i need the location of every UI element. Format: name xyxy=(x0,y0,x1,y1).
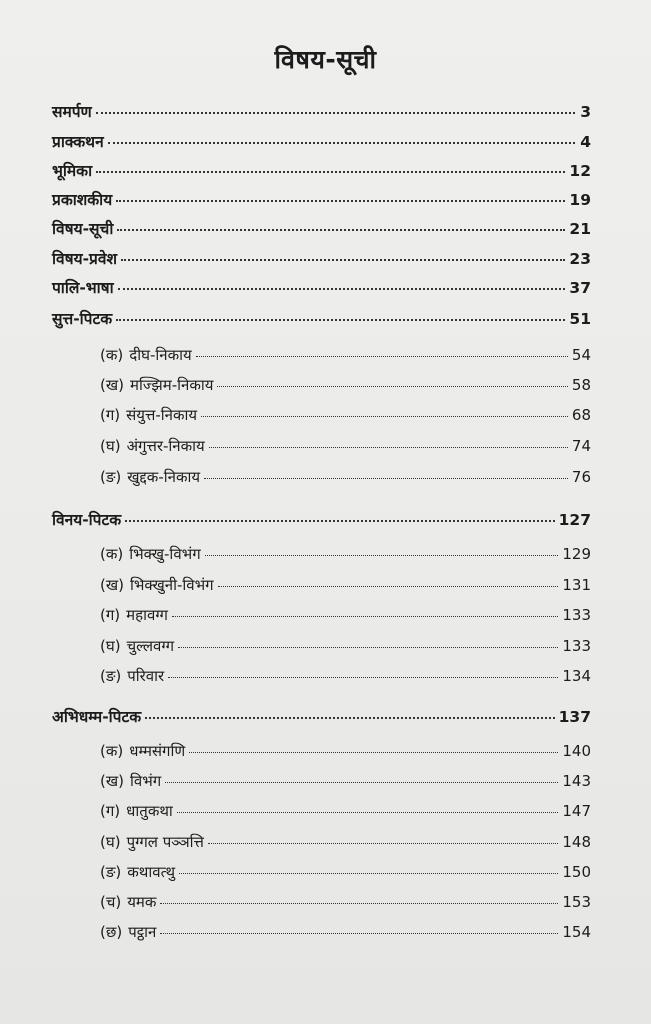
dot-leader xyxy=(172,616,558,617)
subentry-marker: (ङ) xyxy=(100,863,122,881)
toc-subentry xyxy=(100,345,591,365)
subentry-page: 76 xyxy=(571,468,591,486)
dot-leader xyxy=(209,447,568,448)
dot-leader xyxy=(177,812,559,813)
subentry-label: भिक्खु-विभंग xyxy=(129,545,201,563)
toc-subentry xyxy=(100,405,591,425)
subentry-marker: (घ) xyxy=(100,637,121,655)
subentry-marker: (ग) xyxy=(100,802,121,820)
subentry-marker: (ख) xyxy=(100,376,124,394)
subentry-page: 148 xyxy=(562,833,591,851)
subentry-label: विभंग xyxy=(129,772,162,790)
toc-entry xyxy=(52,247,591,269)
toc-entry xyxy=(52,307,591,329)
toc-entry xyxy=(52,159,591,181)
dot-leader xyxy=(179,873,558,874)
subentry-label: यमक xyxy=(127,893,157,911)
dot-leader xyxy=(201,416,568,417)
dot-leader xyxy=(178,647,558,648)
subentry-page: 74 xyxy=(571,437,591,455)
subentry-label: महावग्ग xyxy=(126,606,168,624)
subentry-page: 140 xyxy=(562,742,591,760)
subentry-label: पट्ठान xyxy=(128,923,157,941)
subentry-marker: (घ) xyxy=(100,437,121,455)
toc-subentry xyxy=(100,832,591,852)
subentry-marker: (क) xyxy=(100,545,124,563)
dot-leader xyxy=(96,171,565,173)
toc-entry-label: प्राक्कथन xyxy=(52,133,104,151)
toc-subentry xyxy=(100,436,591,456)
dot-leader xyxy=(204,478,568,479)
toc-entry-page: 21 xyxy=(569,220,591,238)
subentry-marker: (छ) xyxy=(100,923,123,941)
toc-entry-label: प्रकाशकीय xyxy=(52,191,113,209)
section-page: 127 xyxy=(558,511,591,529)
subentry-label: संयुत्त-निकाय xyxy=(126,406,198,424)
subentry-marker: (ग) xyxy=(100,406,121,424)
dot-leader xyxy=(196,356,568,357)
toc-entry xyxy=(52,217,591,239)
dot-leader xyxy=(145,717,554,719)
subentry-label: खुद्दक-निकाय xyxy=(127,468,201,486)
subentry-marker: (ख) xyxy=(100,772,124,790)
subentry-page: 68 xyxy=(571,406,591,424)
toc-subentry xyxy=(100,892,591,912)
toc-entry-label: पालि-भाषा xyxy=(52,279,114,297)
subentry-page: 133 xyxy=(562,637,591,655)
dot-leader xyxy=(218,586,559,587)
toc-entry-page: 37 xyxy=(569,279,591,297)
section-label: अभिधम्म-पिटक xyxy=(52,708,142,726)
subentry-marker: (ग) xyxy=(100,606,121,624)
toc-entry-page: 19 xyxy=(569,191,591,209)
subentry-page: 133 xyxy=(562,606,591,624)
dot-leader xyxy=(160,903,558,904)
toc-subentry xyxy=(100,801,591,821)
subentry-page: 131 xyxy=(562,576,591,594)
toc-subentry xyxy=(100,862,591,882)
subentry-page: 143 xyxy=(562,772,591,790)
dot-leader xyxy=(165,782,558,783)
dot-leader xyxy=(117,229,565,231)
subentry-page: 134 xyxy=(562,667,591,685)
dot-leader xyxy=(125,520,554,522)
subentry-label: भिक्खुनी-विभंग xyxy=(129,576,214,594)
subentry-label: मज्झिम-निकाय xyxy=(129,376,214,394)
section-page: 137 xyxy=(558,708,591,726)
toc-entry-label: विषय-प्रवेश xyxy=(52,250,117,268)
toc-entry-label: भूमिका xyxy=(52,162,93,180)
toc-entry-page: 12 xyxy=(569,162,591,180)
toc-entry-label: विषय-सूची xyxy=(52,220,114,238)
toc-subentry xyxy=(100,575,591,595)
toc-entry-page: 51 xyxy=(569,310,591,328)
subentry-page: 54 xyxy=(571,346,591,364)
dot-leader xyxy=(108,142,575,144)
subentry-page: 147 xyxy=(562,802,591,820)
subentry-page: 129 xyxy=(562,545,591,563)
toc-subentry xyxy=(100,605,591,625)
subentry-marker: (घ) xyxy=(100,833,121,851)
dot-leader xyxy=(160,933,558,934)
toc-subentry xyxy=(100,771,591,791)
subentry-marker: (क) xyxy=(100,346,124,364)
toc-subentry xyxy=(100,922,591,942)
toc-entry-label: सुत्त-पिटक xyxy=(52,310,113,328)
dot-leader xyxy=(116,319,565,321)
subentry-label: कथावत्थु xyxy=(127,863,176,881)
subentry-label: चुल्लवग्ग xyxy=(126,637,175,655)
toc-section xyxy=(52,705,591,727)
subentry-marker: (ङ) xyxy=(100,667,122,685)
subentry-label: दीघ-निकाय xyxy=(129,346,192,364)
dot-leader xyxy=(121,259,565,261)
section-label: विनय-पिटक xyxy=(52,511,122,529)
page-title: विषय-सूची xyxy=(274,45,377,74)
toc-entry-label: समर्पण xyxy=(52,103,92,121)
toc-entry-page: 3 xyxy=(580,103,591,121)
toc-subentry xyxy=(100,467,591,487)
toc-entry-page: 4 xyxy=(580,133,591,151)
dot-leader xyxy=(116,200,565,202)
toc-entry xyxy=(52,130,591,152)
subentry-marker: (च) xyxy=(100,893,122,911)
toc-subentry xyxy=(100,636,591,656)
subentry-page: 153 xyxy=(562,893,591,911)
toc-entry xyxy=(52,276,591,298)
dot-leader xyxy=(168,677,558,678)
dot-leader xyxy=(189,752,558,753)
dot-leader xyxy=(96,112,575,114)
dot-leader xyxy=(205,555,559,556)
subentry-page: 58 xyxy=(571,376,591,394)
toc-subentry xyxy=(100,544,591,564)
dot-leader xyxy=(208,843,558,844)
dot-leader xyxy=(118,288,566,290)
subentry-page: 150 xyxy=(562,863,591,881)
toc-subentry xyxy=(100,741,591,761)
subentry-marker: (क) xyxy=(100,742,124,760)
subentry-marker: (ङ) xyxy=(100,468,122,486)
subentry-page: 154 xyxy=(562,923,591,941)
toc-entry xyxy=(52,100,591,122)
toc-subentry xyxy=(100,375,591,395)
subentry-label: धातुकथा xyxy=(126,802,173,820)
subentry-label: परिवार xyxy=(127,667,165,685)
dot-leader xyxy=(217,386,567,387)
toc-entry-page: 23 xyxy=(569,250,591,268)
toc-subentry xyxy=(100,666,591,686)
subentry-label: अंगुत्तर-निकाय xyxy=(126,437,205,455)
subentry-marker: (ख) xyxy=(100,576,124,594)
toc-section xyxy=(52,508,591,530)
toc-entry xyxy=(52,188,591,210)
subentry-label: पुग्गल पञ्ञत्ति xyxy=(126,833,204,851)
subentry-label: धम्मसंगणि xyxy=(129,742,186,760)
